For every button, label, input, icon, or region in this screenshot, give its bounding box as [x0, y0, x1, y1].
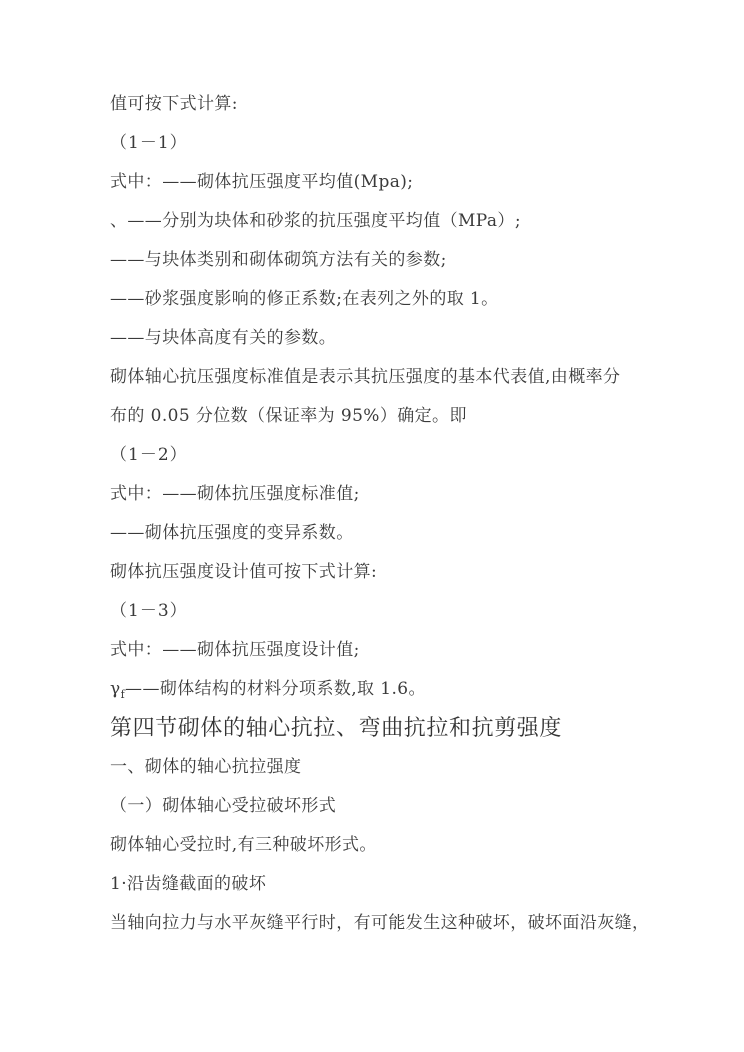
paragraph-line: ——与块体高度有关的参数。 [110, 328, 337, 348]
document-content [110, 85, 670, 943]
subscript-text: f [120, 688, 126, 701]
paragraph-line: 当轴向拉力与水平灰缝平行时，有可能发生这种破坏，破坏面沿灰缝， [110, 913, 650, 933]
paragraph-line: 砌体轴心受拉时,有三种破坏形式。 [110, 835, 377, 855]
paragraph-line: 一、砌体的轴心抗拉强度 [110, 757, 302, 777]
paragraph-line: 式中：——砌体抗压强度标准值; [110, 484, 360, 504]
formula-number: （1－1） [110, 133, 188, 153]
paragraph-line: 砌体轴心抗压强度标准值是表示其抗压强度的基本代表值,由概率分 [110, 367, 621, 387]
paragraph-line: 1·沿齿缝截面的破坏 [110, 874, 267, 894]
paragraph-line: 值可按下式计算: [110, 94, 238, 114]
paragraph-line: 式中：——砌体抗压强度设计值; [110, 640, 360, 660]
paragraph-line: 布的 0.05 分位数（保证率为 95%）确定。即 [110, 406, 467, 426]
paragraph-line: ——砂浆强度影响的修正系数;在表列之外的取 1。 [110, 289, 499, 309]
text-segment: ——砌体结构的材料分项系数,取 1.6。 [125, 679, 426, 699]
text-segment: γ [110, 679, 121, 699]
paragraph-line [110, 670, 670, 709]
formula-number: （1－2） [110, 445, 188, 465]
paragraph-line: （一）砌体轴心受拉破坏形式 [110, 796, 337, 816]
paragraph-line: 、——分别为块体和砂浆的抗压强度平均值（MPa）; [110, 211, 521, 231]
paragraph-line: ——砌体抗压强度的变异系数。 [110, 523, 354, 543]
paragraph-line: 砌体抗压强度设计值可按下式计算: [110, 562, 378, 582]
section-heading: 第四节砌体的轴心抗拉、弯曲抗拉和抗剪强度 [110, 716, 563, 741]
paragraph-line: 式中：——砌体抗压强度平均值(Mpa); [110, 172, 414, 192]
paragraph-line: ——与块体类别和砌体砌筑方法有关的参数; [110, 250, 447, 270]
formula-number: （1－3） [110, 601, 188, 621]
